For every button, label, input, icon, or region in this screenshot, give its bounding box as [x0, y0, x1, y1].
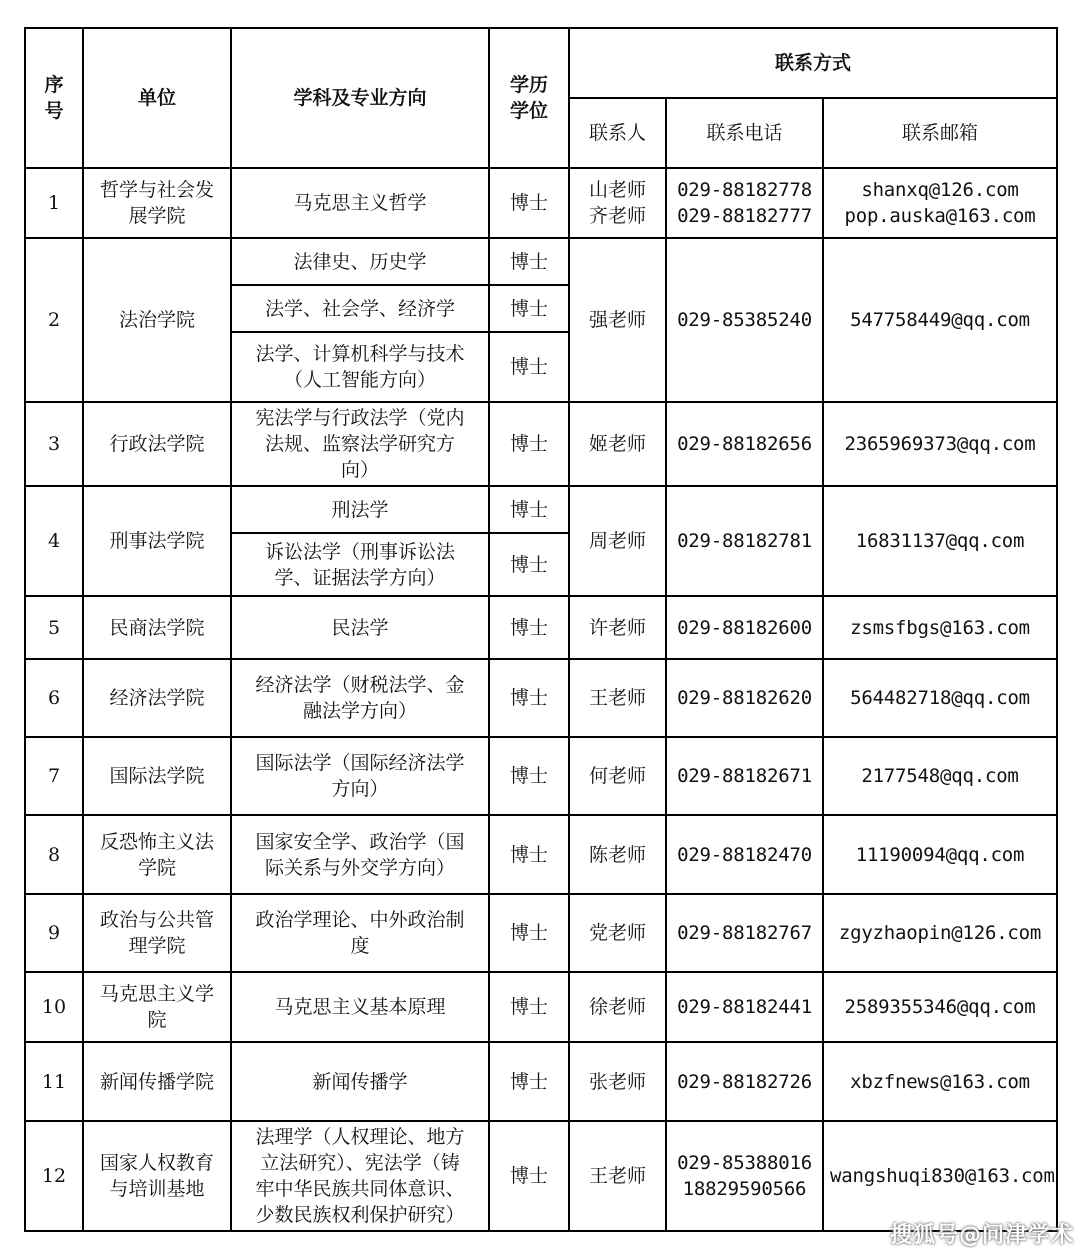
degree: 博士 — [489, 659, 569, 737]
header-contact: 联系方式 — [569, 28, 1057, 98]
contact-person: 许老师 — [569, 596, 666, 659]
unit-name: 刑事法学院 — [83, 486, 231, 596]
subject-direction: 民法学 — [231, 596, 489, 659]
degree: 博士 — [489, 402, 569, 486]
unit-name: 国际法学院 — [83, 737, 231, 815]
degree: 博士 — [489, 894, 569, 972]
contact-phone: 029-88182441 — [666, 972, 823, 1042]
subject-direction: 宪法学与行政法学（党内 法规、监察法学研究方 向） — [231, 402, 489, 486]
subject-direction: 国际法学（国际经济法学 方向） — [231, 737, 489, 815]
contact-phone: 029-88182470 — [666, 815, 823, 894]
table-row — [25, 168, 1057, 238]
row-number: 8 — [25, 815, 83, 894]
recruitment-table — [24, 27, 1058, 1232]
table-row — [25, 238, 1057, 285]
row-number: 6 — [25, 659, 83, 737]
contact-person: 山老师 齐老师 — [569, 168, 666, 238]
contact-person: 王老师 — [569, 659, 666, 737]
contact-email: zsmsfbgs@163.com — [823, 596, 1057, 659]
contact-email: 547758449@qq.com — [823, 238, 1057, 402]
unit-name: 民商法学院 — [83, 596, 231, 659]
contact-person: 王老师 — [569, 1121, 666, 1231]
contact-person: 强老师 — [569, 238, 666, 402]
degree: 博士 — [489, 1042, 569, 1121]
header-unit: 单位 — [83, 28, 231, 168]
unit-name: 国家人权教育 与培训基地 — [83, 1121, 231, 1231]
contact-email: 2365969373@qq.com — [823, 402, 1057, 486]
subject-direction: 法律史、历史学 — [231, 238, 489, 285]
row-number: 12 — [25, 1121, 83, 1231]
contact-email: wangshuqi830@163.com — [823, 1121, 1057, 1231]
degree: 博士 — [489, 238, 569, 285]
degree: 博士 — [489, 972, 569, 1042]
subject-direction: 国家安全学、政治学（国 际关系与外交学方向） — [231, 815, 489, 894]
header-subject: 学科及专业方向 — [231, 28, 489, 168]
contact-person: 党老师 — [569, 894, 666, 972]
subject-direction: 法学、计算机科学与技术 （人工智能方向） — [231, 332, 489, 402]
subject-direction: 诉讼法学（刑事诉讼法 学、证据法学方向） — [231, 533, 489, 596]
contact-email: 2589355346@qq.com — [823, 972, 1057, 1042]
subject-direction: 政治学理论、中外政治制 度 — [231, 894, 489, 972]
table-row — [25, 815, 1057, 894]
degree: 博士 — [489, 168, 569, 238]
table-row — [25, 737, 1057, 815]
row-number: 3 — [25, 402, 83, 486]
contact-email: 16831137@qq.com — [823, 486, 1057, 596]
degree: 博士 — [489, 1121, 569, 1231]
table-row — [25, 486, 1057, 533]
unit-name: 政治与公共管 理学院 — [83, 894, 231, 972]
subject-direction: 马克思主义哲学 — [231, 168, 489, 238]
header-degree: 学历 学位 — [489, 28, 569, 168]
contact-person: 周老师 — [569, 486, 666, 596]
unit-name: 新闻传播学院 — [83, 1042, 231, 1121]
subject-direction: 刑法学 — [231, 486, 489, 533]
header-contact-person: 联系人 — [569, 98, 666, 168]
contact-person: 何老师 — [569, 737, 666, 815]
row-number: 10 — [25, 972, 83, 1042]
contact-person: 徐老师 — [569, 972, 666, 1042]
header-seq: 序 号 — [25, 28, 83, 168]
contact-phone: 029-88182656 — [666, 402, 823, 486]
subject-direction: 法理学（人权理论、地方 立法研究）、宪法学（铸 牢中华民族共同体意识、 少数民族权利保护研究） — [231, 1121, 489, 1231]
contact-phone: 029-88182620 — [666, 659, 823, 737]
table-row — [25, 596, 1057, 659]
contact-person: 陈老师 — [569, 815, 666, 894]
watermark-text: 搜狐号@问津学术 — [889, 1223, 1074, 1248]
row-number: 9 — [25, 894, 83, 972]
contact-email: zgyzhaopin@126.com — [823, 894, 1057, 972]
degree: 博士 — [489, 596, 569, 659]
subject-direction: 新闻传播学 — [231, 1042, 489, 1121]
header-contact-email: 联系邮箱 — [823, 98, 1057, 168]
row-number: 4 — [25, 486, 83, 596]
contact-phone: 029-88182778 029-88182777 — [666, 168, 823, 238]
table-row — [25, 659, 1057, 737]
row-number: 7 — [25, 737, 83, 815]
subject-direction: 经济法学（财税法学、金 融法学方向） — [231, 659, 489, 737]
table-body — [25, 168, 1057, 1231]
degree: 博士 — [489, 332, 569, 402]
contact-person: 姬老师 — [569, 402, 666, 486]
contact-email: 2177548@qq.com — [823, 737, 1057, 815]
degree: 博士 — [489, 737, 569, 815]
table-row — [25, 402, 1057, 486]
table-row — [25, 972, 1057, 1042]
contact-email: 564482718@qq.com — [823, 659, 1057, 737]
contact-phone: 029-88182781 — [666, 486, 823, 596]
table-row — [25, 894, 1057, 972]
subject-direction: 法学、社会学、经济学 — [231, 285, 489, 332]
row-number: 5 — [25, 596, 83, 659]
subject-direction: 马克思主义基本原理 — [231, 972, 489, 1042]
contact-email: 11190094@qq.com — [823, 815, 1057, 894]
contact-phone: 029-88182726 — [666, 1042, 823, 1121]
unit-name: 哲学与社会发 展学院 — [83, 168, 231, 238]
contact-email: xbzfnews@163.com — [823, 1042, 1057, 1121]
contact-person: 张老师 — [569, 1042, 666, 1121]
contact-phone: 029-88182600 — [666, 596, 823, 659]
row-number: 11 — [25, 1042, 83, 1121]
degree: 博士 — [489, 486, 569, 533]
degree: 博士 — [489, 285, 569, 332]
unit-name: 马克思主义学 院 — [83, 972, 231, 1042]
contact-phone: 029-85388016 18829590566 — [666, 1121, 823, 1231]
unit-name: 法治学院 — [83, 238, 231, 402]
unit-name: 反恐怖主义法 学院 — [83, 815, 231, 894]
degree: 博士 — [489, 815, 569, 894]
unit-name: 经济法学院 — [83, 659, 231, 737]
table-row — [25, 1121, 1057, 1231]
contact-phone: 029-88182671 — [666, 737, 823, 815]
contact-phone: 029-85385240 — [666, 238, 823, 402]
degree: 博士 — [489, 533, 569, 596]
header-contact-phone: 联系电话 — [666, 98, 823, 168]
contact-phone: 029-88182767 — [666, 894, 823, 972]
table-row — [25, 1042, 1057, 1121]
row-number: 2 — [25, 238, 83, 402]
unit-name: 行政法学院 — [83, 402, 231, 486]
contact-email: shanxq@126.com pop.auska@163.com — [823, 168, 1057, 238]
row-number: 1 — [25, 168, 83, 238]
